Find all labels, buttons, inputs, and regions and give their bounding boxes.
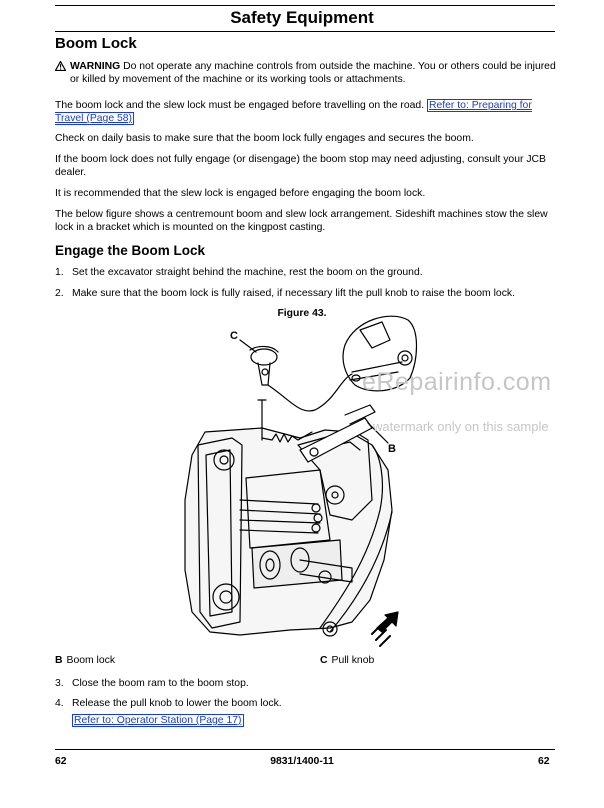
step-text: Set the excavator straight behind the machine, rest the boom on the ground. (72, 267, 423, 278)
paragraph-boom-stop: If the boom lock does not fully engage (or disengage) the boom stop may need adjusting, consult your JCB dealer. (55, 154, 546, 178)
link-preparing-for-travel[interactable]: Refer to: Preparing for Travel (Page 58) (55, 100, 532, 124)
legend-key: C (320, 655, 328, 666)
step-item (55, 697, 555, 710)
legend-boom-lock (55, 655, 115, 666)
warning-text: Do not operate any machine controls from outside the machine. You or others could be injured or killed by movement of the machine or its working tools or attachments. (70, 61, 556, 85)
page-title: Safety Equipment (230, 8, 374, 27)
step-number: 1. (55, 267, 64, 278)
step-text: Make sure that the boom lock is fully raised, if necessary lift the pull knob to raise the boom lock. (72, 288, 515, 299)
legend-key: B (55, 655, 63, 666)
step-number: 3. (55, 678, 64, 689)
figure-caption: Figure 43. (277, 308, 327, 319)
paragraph-travel-text: The boom lock and the slew lock must be engaged before travelling on the road. (55, 100, 425, 111)
watermark-site: eRepairinfo.com (362, 368, 552, 396)
step-number: 4. (55, 698, 64, 709)
link-operator-station[interactable]: Refer to: Operator Station (Page 17) (74, 715, 242, 726)
step-text: Close the boom ram to the boom stop. (72, 678, 249, 689)
paragraph-slew-lock: It is recommended that the slew lock is engaged before engaging the boom lock. (55, 188, 426, 199)
footer-doc-number: 9831/1400-11 (270, 756, 334, 767)
callout-c-label: C (230, 330, 238, 342)
footer-page-left: 62 (55, 756, 67, 767)
step-item (55, 677, 555, 690)
watermark-note: watermark only on this sample (373, 419, 549, 434)
footer-rule (55, 749, 555, 750)
step4-link-row (72, 714, 552, 727)
warning-label: WARNING (70, 61, 121, 72)
footer-page-right: 62 (538, 756, 550, 767)
legend-text: Pull knob (331, 655, 375, 666)
paragraph-figure-intro: The below figure shows a centremount boom and slew lock arrangement. Sideshift machines stow the slew lock in a bracket which is mounted on the kingpost casting. (55, 209, 548, 233)
callout-b-label: B (388, 443, 396, 455)
sub-heading: Engage the Boom Lock (55, 243, 206, 258)
legend-text: Boom lock (66, 655, 116, 666)
legend-pull-knob (320, 655, 374, 666)
step-number: 2. (55, 288, 64, 299)
paragraph-daily-check: Check on daily basis to make sure that the boom lock fully engages and secures the boom. (55, 133, 474, 144)
step-text: Release the pull knob to lower the boom lock. (72, 698, 282, 709)
section-heading: Boom Lock (55, 35, 137, 52)
